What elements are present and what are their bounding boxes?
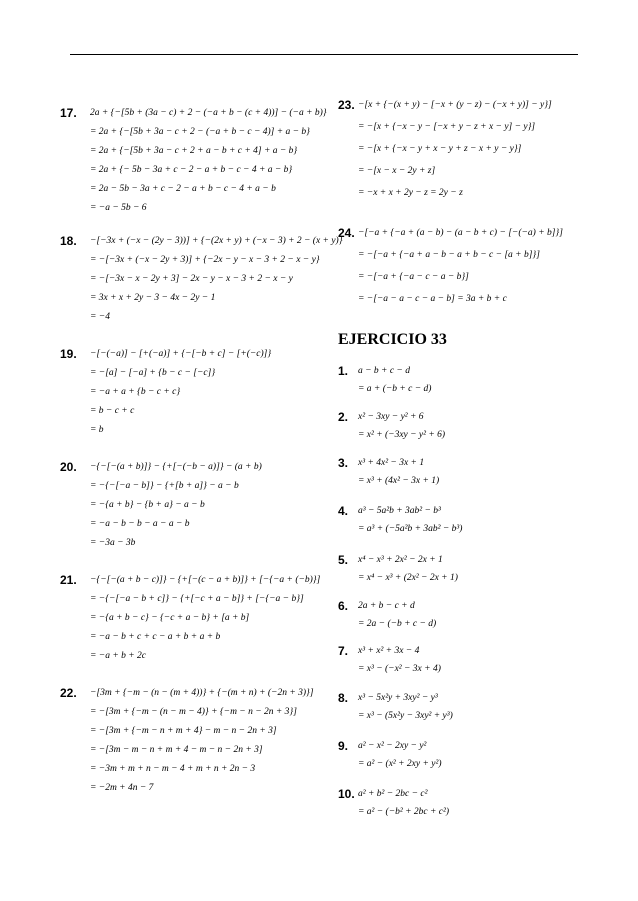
- equation-line: = −a − b + c + c − a + b + a + b: [90, 632, 221, 642]
- equation-line: −[−3x + (−x − (2y − 3))] + {−(2x + y) + (−x − 3) + 2 − (x + y)}: [90, 236, 343, 246]
- equation-line: = a² − (x² + 2xy + y²): [358, 759, 442, 769]
- equation-line: −[−a + {−a + (a − b) − (a − b + c) − [−(−a) + b]}]: [358, 228, 563, 238]
- equation-line: = x³ − (−x² − 3x + 4): [358, 664, 441, 674]
- equation-line: x³ − 5x²y + 3xy² − y³: [358, 693, 438, 703]
- equation-line: x³ + 4x² − 3x + 1: [358, 458, 425, 468]
- equation-line: = −3m + m + n − m − 4 + m + n + 2n − 3: [90, 764, 256, 774]
- equation-line: = x³ − (5x²y − 3xy² + y³): [358, 711, 453, 721]
- equation-line: = x³ + (4x² − 3x + 1): [358, 476, 440, 486]
- exercise-number: 20.: [60, 460, 77, 474]
- exercise-number: 17.: [60, 106, 77, 120]
- exercise-heading: EJERCICIO 33: [338, 331, 447, 348]
- equation-line: = −[−3x − x − 2y + 3] − 2x − y − x − 3 + 2 − x − y: [90, 274, 293, 284]
- exercise-number: 5.: [338, 553, 349, 567]
- equation-line: = −a + a + {b − c + c}: [90, 387, 181, 397]
- equation-line: −{−[−(a + b)]} − {+[−(−b − a)]} − (a + b): [90, 462, 262, 472]
- equation-line: = −[3m + {−m − n + m + 4} − m − n − 2n + 3]: [90, 726, 277, 736]
- exercise-number: 2.: [338, 410, 349, 424]
- equation-line: = −[3m − m − n + m + 4 − m − n − 2n + 3]: [90, 745, 263, 755]
- exercise-number: 22.: [60, 686, 77, 700]
- equation-line: = −{−[−a − b]} − {+[b + a]} − a − b: [90, 481, 239, 491]
- exercise-number: 3.: [338, 456, 349, 470]
- equation-line: −[3m + {−m − (n − (m + 4))} + {−(m + n) + (−2n + 3)}]: [90, 688, 314, 698]
- equation-line: −[−(−a)] − [+(−a)] + {−[−b + c] − [+(−c)]}: [90, 349, 272, 359]
- equation-line: = −a − 5b − 6: [90, 203, 147, 213]
- exercise-number: 24.: [338, 226, 355, 240]
- equation-line: 2a + {−[5b + (3a − c) + 2 − (−a + b − (c + 4))] − (−a + b)}: [90, 108, 327, 118]
- equation-line: = −2m + 4n − 7: [90, 783, 154, 793]
- exercise-number: 9.: [338, 739, 349, 753]
- exercise-number: 4.: [338, 504, 349, 518]
- equation-line: = −a − b − b − a − a − b: [90, 519, 190, 529]
- equation-line: = x⁴ − x³ + (2x² − 2x + 1): [358, 573, 458, 583]
- equation-line: = −[x + {−x − y − [−x + y − z + x − y] − y}]: [358, 122, 536, 132]
- exercise-number: 6.: [338, 599, 349, 613]
- equation-line: a² + b² − 2bc − c²: [358, 789, 428, 799]
- equation-line: = −{a + b} − {b + a} − a − b: [90, 500, 205, 510]
- equation-line: = −[3m + {−m − (n − m − 4)} + {−m − n − 2n + 3}]: [90, 707, 297, 717]
- equation-line: = b: [90, 425, 104, 435]
- equation-line: x² − 3xy − y² + 6: [358, 412, 424, 422]
- equation-line: x³ + x² + 3x − 4: [358, 646, 420, 656]
- exercise-number: 18.: [60, 234, 77, 248]
- equation-line: = −3a − 3b: [90, 538, 136, 548]
- exercise-number: 1.: [338, 364, 349, 378]
- exercise-number: 23.: [338, 98, 355, 112]
- equation-line: x⁴ − x³ + 2x² − 2x + 1: [358, 555, 443, 565]
- equation-line: a² − x² − 2xy − y²: [358, 741, 427, 751]
- equation-line: = −[−3x + (−x − 2y + 3)] + {−2x − y − x − 3 + 2 − x − y}: [90, 255, 320, 265]
- equation-line: = a² − (−b² + 2bc + c²): [358, 807, 449, 817]
- equation-line: = −[a] − [−a] + {b − c − [−c]}: [90, 368, 216, 378]
- equation-line: = x² + (−3xy − y² + 6): [358, 430, 446, 440]
- header-rule: [70, 54, 578, 55]
- equation-line: −{−[−(a + b − c)]} − {+[−(c − a + b)]} + [−{−a + (−b)}]: [90, 575, 321, 585]
- equation-line: = 2a − 5b − 3a + c − 2 − a + b − c − 4 + a − b: [90, 184, 276, 194]
- exercise-number: 7.: [338, 644, 349, 658]
- equation-line: = −a + b + 2c: [90, 651, 146, 661]
- equation-line: = −[x − x − 2y + z]: [358, 166, 436, 176]
- equation-line: = −[−a + {−a + a − b − a + b − c − [a + b]}]: [358, 250, 540, 260]
- equation-line: = 3x + x + 2y − 3 − 4x − 2y − 1: [90, 293, 216, 303]
- equation-line: = −[−a − a − c − a − b] = 3a + b + c: [358, 294, 507, 304]
- equation-line: = −[x + {−x − y + x − y + z − x + y − y}]: [358, 144, 522, 154]
- exercise-number: 19.: [60, 347, 77, 361]
- equation-line: 2a + b − c + d: [358, 601, 415, 611]
- equation-line: a − b + c − d: [358, 366, 410, 376]
- exercise-number: 21.: [60, 573, 77, 587]
- equation-line: = 2a + {− 5b − 3a + c − 2 − a + b − c − 4 + a − b}: [90, 165, 293, 175]
- exercise-number: 8.: [338, 691, 349, 705]
- equation-line: = −4: [90, 312, 110, 322]
- equation-line: = −x + x + 2y − z = 2y − z: [358, 188, 463, 198]
- equation-line: = b − c + c: [90, 406, 135, 416]
- equation-line: = a + (−b + c − d): [358, 384, 432, 394]
- equation-line: = 2a + {−[5b + 3a − c + 2 + a − b + c + 4] + a − b}: [90, 146, 298, 156]
- equation-line: = 2a − (−b + c − d): [358, 619, 437, 629]
- equation-line: −[x + {−(x + y) − [−x + (y − z) − (−x + y)] − y}]: [358, 100, 552, 110]
- equation-line: = 2a + {−[5b + 3a − c + 2 − (−a + b − c − 4)] + a − b}: [90, 127, 310, 137]
- equation-line: = −{−[−a − b + c]} − {+[−c + a − b]} + [−{−a − b}]: [90, 594, 304, 604]
- equation-line: = −[−a + {−a − c − a − b}]: [358, 272, 469, 282]
- exercise-number: 10.: [338, 787, 355, 801]
- equation-line: a³ − 5a²b + 3ab² − b³: [358, 506, 441, 516]
- equation-line: = a³ + (−5a²b + 3ab² − b³): [358, 524, 463, 534]
- equation-line: = −{a + b − c} − {−c + a − b} + [a + b]: [90, 613, 250, 623]
